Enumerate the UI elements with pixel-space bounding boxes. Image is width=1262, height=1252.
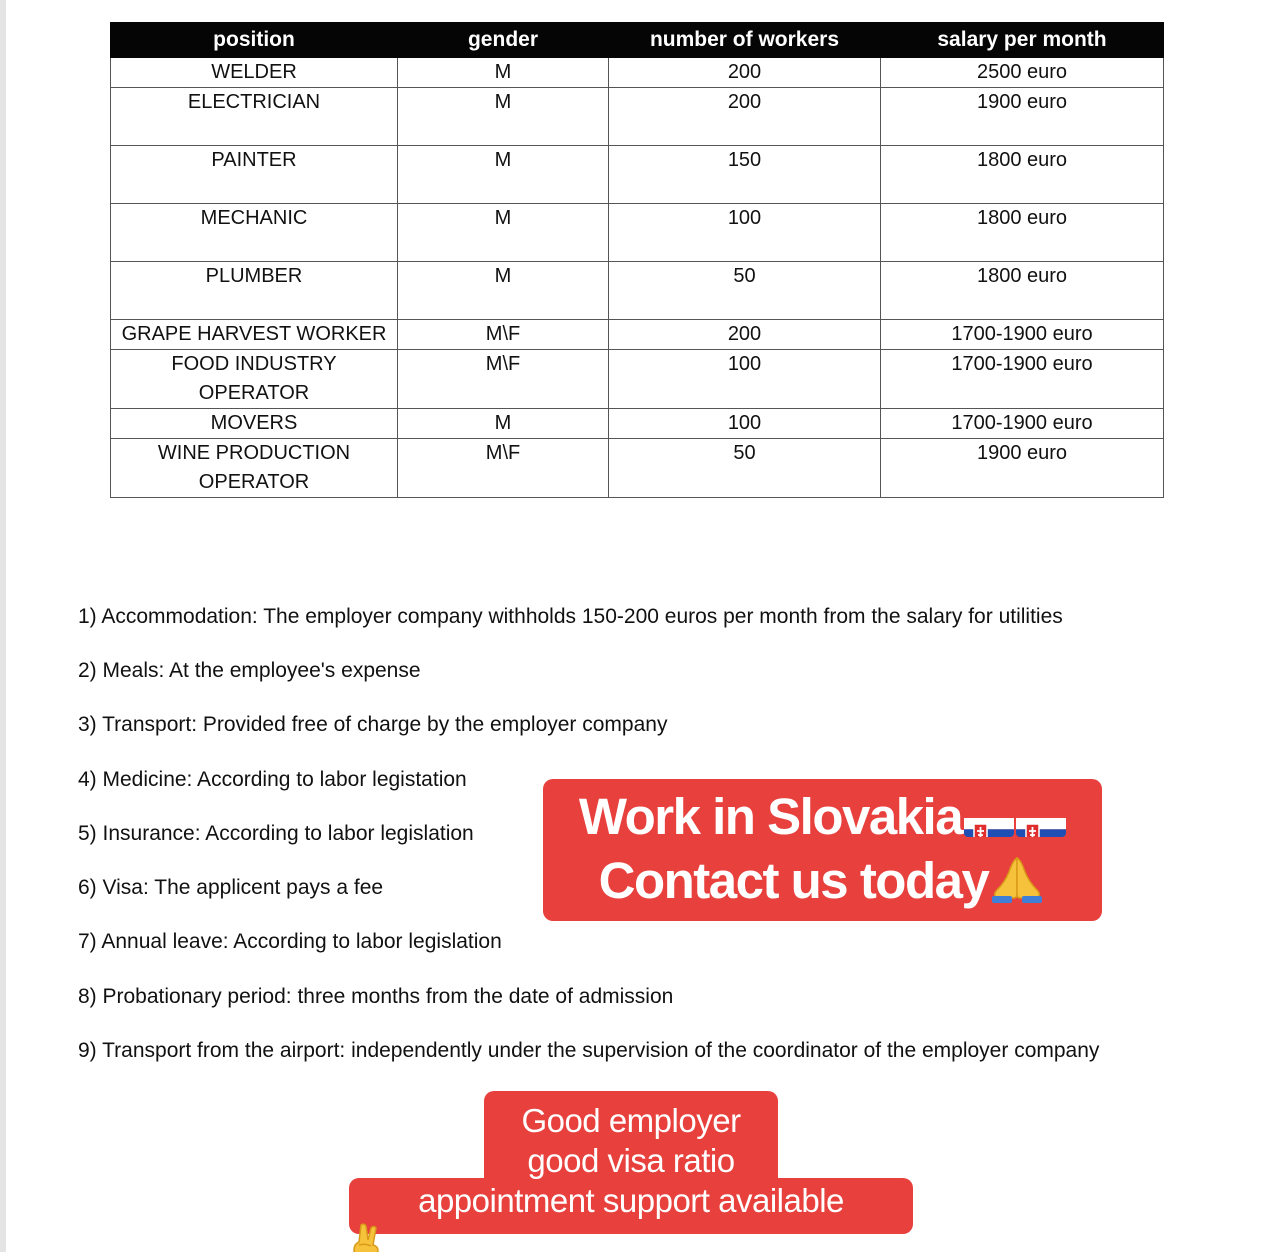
slovakia-flag-icon: [964, 803, 1014, 837]
cell-workers: 100: [609, 350, 881, 409]
header-position: position: [111, 23, 398, 58]
condition-medicine: 4) Medicine: According to labor legistation: [78, 768, 467, 791]
good-employer-banner-text: [349, 1101, 913, 1252]
condition-probationary-period: 8) Probationary period: three months from the date of admission: [78, 985, 674, 1008]
table-row: [111, 262, 1164, 320]
cell-gender: M: [398, 58, 609, 88]
cell-workers: 200: [609, 58, 881, 88]
condition-airport-transport: 9) Transport from the airport: independently under the supervision of the coordinator of the employer company: [78, 1039, 1100, 1062]
cell-gender: M: [398, 262, 609, 320]
cell-salary: 1800 euro: [881, 204, 1164, 262]
cell-gender: M\F: [398, 350, 609, 409]
table-row: [111, 204, 1164, 262]
cell-salary: 1900 euro: [881, 439, 1164, 498]
condition-meals: 2) Meals: At the employee's expense: [78, 659, 421, 682]
cell-position: MECHANIC: [111, 204, 398, 262]
promo-line-good-employer: Good employer: [521, 1102, 741, 1139]
cell-position: WELDER: [111, 58, 398, 88]
cell-position: PAINTER: [111, 146, 398, 204]
cell-gender: M: [398, 409, 609, 439]
cell-position: PLUMBER: [111, 262, 398, 320]
cell-workers: 200: [609, 320, 881, 350]
table-header-row: [111, 23, 1164, 58]
condition-insurance: 5) Insurance: According to labor legislation: [78, 822, 474, 845]
banner-line-1: [543, 785, 1102, 849]
cell-workers: 150: [609, 146, 881, 204]
cell-gender: M\F: [398, 320, 609, 350]
cell-salary: 1800 euro: [881, 146, 1164, 204]
header-number-of-workers: number of workers: [609, 23, 881, 58]
header-salary-per-month: salary per month: [881, 23, 1164, 58]
crossed-fingers-icon: [349, 1221, 383, 1252]
cell-workers: 200: [609, 88, 881, 146]
condition-accommodation: 1) Accommodation: The employer company withholds 150-200 euros per month from the salary for utilities: [78, 605, 1063, 628]
position-line: WINE PRODUCTION: [157, 442, 351, 464]
cell-gender: M\F: [398, 439, 609, 498]
cell-workers: 100: [609, 409, 881, 439]
header-gender: gender: [398, 23, 609, 58]
banner-call-to-action: Contact us today: [598, 852, 989, 909]
cell-position: GRAPE HARVEST WORKER: [111, 320, 398, 350]
position-line: OPERATOR: [198, 382, 310, 404]
cell-salary: 1700-1900 euro: [881, 350, 1164, 409]
cell-position: [111, 350, 398, 409]
praying-hands-icon: [988, 854, 1046, 904]
cell-gender: M: [398, 204, 609, 262]
cell-salary: 1700-1900 euro: [881, 409, 1164, 439]
cell-workers: 100: [609, 204, 881, 262]
job-positions-table: [110, 22, 1164, 498]
condition-transport: 3) Transport: Provided free of charge by the employer company: [78, 713, 668, 736]
cell-gender: M: [398, 146, 609, 204]
banner-headline: Work in Slovakia: [578, 788, 963, 845]
cell-salary: 1900 euro: [881, 88, 1164, 146]
cell-salary: 1700-1900 euro: [881, 320, 1164, 350]
promo-line-appointment: [349, 1181, 913, 1252]
table-row: [111, 320, 1164, 350]
cell-salary: 2500 euro: [881, 58, 1164, 88]
slovakia-flag-icon: [1016, 803, 1066, 837]
table-row: [111, 409, 1164, 439]
table-row: [111, 350, 1164, 409]
cell-position: [111, 439, 398, 498]
cell-position: MOVERS: [111, 409, 398, 439]
work-in-slovakia-banner: [543, 779, 1102, 921]
promo-appointment-text: appointment support available: [418, 1182, 844, 1219]
condition-visa: 6) Visa: The applicent pays a fee: [78, 876, 384, 899]
table-row: [111, 88, 1164, 146]
table-row: [111, 58, 1164, 88]
position-line: OPERATOR: [198, 471, 310, 493]
banner-line-2: [543, 849, 1102, 913]
promo-line-visa-ratio: good visa ratio: [527, 1142, 735, 1179]
cell-salary: 1800 euro: [881, 262, 1164, 320]
position-line: FOOD INDUSTRY: [171, 353, 337, 375]
condition-annual-leave: 7) Annual leave: According to labor legislation: [78, 930, 502, 953]
cell-workers: 50: [609, 439, 881, 498]
table-row: [111, 439, 1164, 498]
cell-position: ELECTRICIAN: [111, 88, 398, 146]
cell-gender: M: [398, 88, 609, 146]
page-left-edge: [0, 0, 6, 1252]
cell-workers: 50: [609, 262, 881, 320]
table-row: [111, 146, 1164, 204]
